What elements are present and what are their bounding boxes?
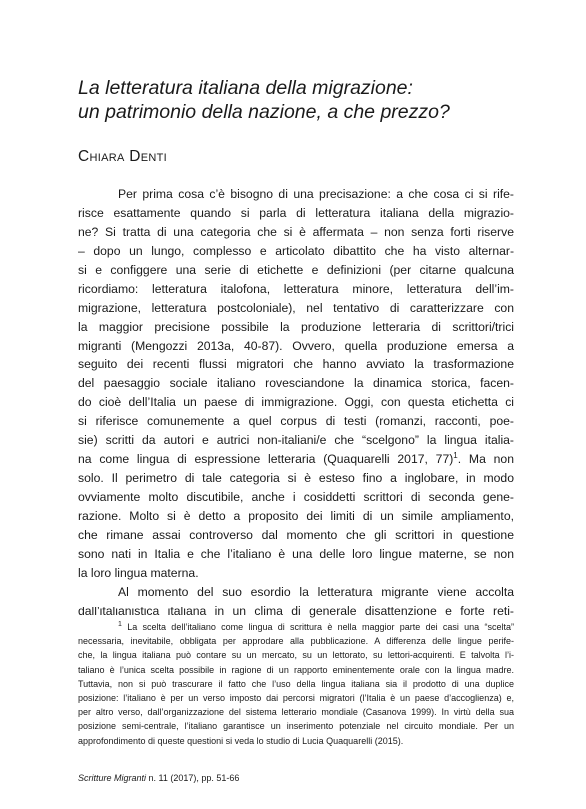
body-line: do cioè dell’Italia un paese di immigrazione. Oggi, con questa etichetta ci: [78, 395, 514, 410]
body-line: sie) scritti da autori e autrici non-italiani/e che “scelgono” la lingua italia-: [78, 433, 514, 448]
body-line: ovviamente molto discutibile, anche i cosiddetti scrittori di seconda gene-: [78, 490, 514, 504]
footnotes: [78, 620, 514, 748]
footnote-reference[interactable]: 1: [453, 451, 458, 461]
body-line: si e configgere una serie di etichette e definizioni (per citarne qualcuna: [78, 262, 514, 277]
page-footer: [78, 773, 239, 783]
journal-name: Scritture Migranti: [78, 773, 147, 783]
body-line: risce esattamente quando si parla di letteratura italiana della migrazio-: [78, 205, 514, 220]
body-line: si riferisce comunemente a quel corpus di testi (romanzi, racconti, poe-: [78, 414, 514, 429]
footnote-line: che, la lingua italiana può contare su un mercato, su un lettorato, su lettori-acquirenti. E talvolta l’i-: [78, 650, 514, 661]
body-line-text: na come lingua di espressione letteraria (Quaquarelli 2017, 77): [78, 452, 454, 467]
body-line: solo. Il perimetro di tale categoria si è esteso fino a inglobare, in modo: [78, 471, 514, 486]
footnote-line: Tuttavia, non si può trascurare il fatto che l’uso della lingua italiana sia il prodotto di una duplice: [78, 678, 514, 689]
body-line: dall’italianistica italiana in un clima di generale disattenzione e forte reti-: [78, 603, 514, 618]
footnote-line: taliano è l’unica scelta possibile in ragione di un rapporto eminentemente orale con la lingua madre.: [78, 664, 514, 675]
body-line-with-note: [78, 450, 514, 469]
body-line: ne? Si tratta di una categoria che si è affermata – non senza forti riserve: [78, 224, 514, 239]
body-line: ricordiamo: letteratura italofona, letteratura minore, letteratura dell’im-: [78, 281, 514, 296]
article-title: [78, 76, 518, 124]
body-line: migranti (Mengozzi 2013a, 40-87). Ovvero, quella produzione emersa a: [78, 338, 514, 353]
footnote-line: per altro verso, dall’organizzazione del sistema letterario mondiale (Casanova 1999). In virtù della sua: [78, 707, 514, 718]
body-text: [78, 185, 514, 621]
body-line: la maggior precisione possibile la produzione letteraria di scrittori/trici: [78, 319, 514, 334]
footnote-line: necessaria, inevitabile, obbligata per approdare alla pubblicazione. A differenza delle lingue perife-: [78, 636, 514, 647]
body-line: razione. Molto si è detto a proposito dei limiti di un simile ampliamento,: [78, 508, 514, 523]
body-line: sono nati in Italia e che l’italiano è una delle loro lingue materne, se non: [78, 546, 514, 561]
body-line: che rimane assai controverso dal momento che gli scrittori in questione: [78, 527, 514, 542]
footnote-line: posizione semi-centrale, l’italiano garantisce un inserimento potenziale nel circuito mondiale. Per un: [78, 721, 514, 732]
article-title-line-2: un patrimonio della nazione, a che prezzo?: [78, 101, 450, 123]
body-line: – dopo un lungo, complesso e articolato dibattito che ha visto alternar-: [78, 243, 514, 258]
footnote-divider: [78, 606, 198, 607]
body-line: migrazione, letteratura postcoloniale), nel tentativo di caratterizzare con: [78, 300, 514, 315]
footnote-line: [78, 620, 514, 634]
body-line: Al momento del suo esordio la letteratura migrante viene accolta: [118, 584, 514, 599]
journal-details: n. 11 (2017), pp. 51-66: [146, 773, 240, 783]
footnote-line: posizione: l’italiano è per un verso imposto dai percorsi migratori (l’Italia è un paese d’accoglienza) e,: [78, 692, 514, 703]
footnote-line: approfondimento di queste questioni si veda lo studio di Lucia Quaquarelli (2015).: [78, 735, 404, 746]
body-line-tail: . Ma non: [457, 452, 514, 467]
author-name: Chiara Denti: [78, 148, 167, 165]
article-title-line-1: La letteratura italiana della migrazione:: [78, 77, 413, 99]
body-line: Per prima cosa c’è bisogno di una precisazione: a che cosa ci si rife-: [118, 187, 514, 201]
body-line: seguito dei recenti flussi migratori che hanno avviato la trasformazione: [78, 357, 514, 372]
footnote-text: La scelta dell’italiano come lingua di scrittura è nella maggior parte dei casi una “scelta”: [127, 622, 514, 632]
footnote-marker: 1: [118, 621, 122, 628]
body-line: del paesaggio sociale italiano rovesciandone la dinamica storica, facen-: [78, 376, 514, 391]
body-line: la loro lingua materna.: [78, 565, 199, 580]
